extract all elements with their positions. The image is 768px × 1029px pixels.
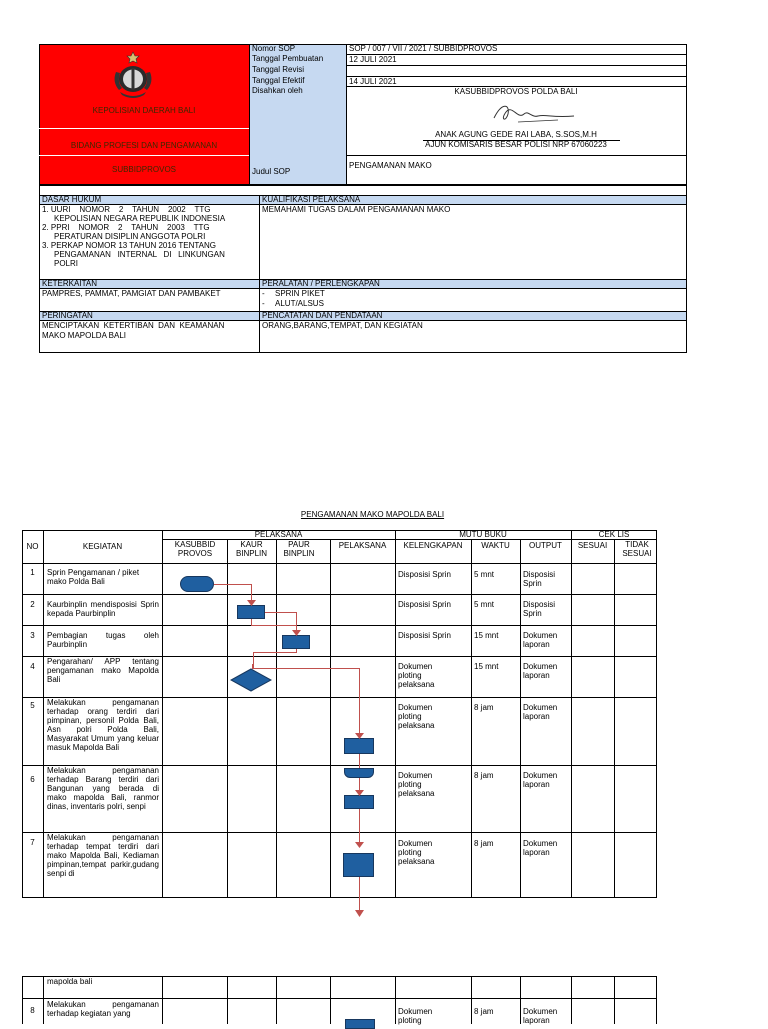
- row-4-kegiatan: Pengarahan/ APP tentang pengamanan mako Mapolda Bali: [47, 657, 159, 684]
- value-tanggal-efektif: 14 JULI 2021: [349, 77, 397, 86]
- row-8-kegiatan: Melakukan pengamanan terhadap kegiatan yang: [47, 1000, 159, 1018]
- peringatan-value-line1: MENCIPTAKAN KETERTIBAN DAN KEAMANAN: [42, 321, 225, 330]
- dasar-hukum-3-line2: PENGAMANAN INTERNAL DI LINKUNGAN: [54, 250, 225, 259]
- col-kelengkapan: KELENGKAPAN: [403, 541, 463, 550]
- pencatatan-title: PENCATATAN DAN PENDATAAN: [262, 311, 383, 320]
- peralatan-item-2: ALUT/ALSUS: [275, 299, 324, 308]
- col-kegiatan: KEGIATAN: [82, 542, 123, 551]
- row-1-output: Disposisi Sprin: [523, 570, 556, 588]
- peralatan-bullet-2: -: [262, 299, 265, 308]
- value-nomor-sop: SOP / 007 / VII / 2021 / SUBBIDPROVOS: [349, 44, 498, 53]
- label-tanggal-efektif: Tanggal Efektif: [252, 76, 305, 85]
- peralatan-title: PERALATAN / PERLENGKAPAN: [262, 279, 380, 288]
- pencatatan-value: ORANG,BARANG,TEMPAT, DAN KEGIATAN: [262, 321, 423, 330]
- keterkaitan-value: PAMPRES, PAMMAT, PAMGIAT DAN PAMBAKET: [42, 289, 221, 298]
- flow-process-paur: [282, 635, 310, 649]
- row-5-output: Dokumen laporan: [523, 703, 558, 721]
- row-4-kelengkapan: Dokumen ploting pelaksana: [398, 662, 435, 689]
- row-4-waktu: 15 mnt: [474, 662, 499, 671]
- approver-title: KASUBBIDPROVOS POLDA BALI: [454, 87, 578, 96]
- division-name: BIDANG PROFESI DAN PENGAMANAN: [70, 141, 218, 150]
- row-5-no: 5: [30, 701, 35, 710]
- col-output: OUTPUT: [529, 541, 562, 550]
- flow-process-pelaksana-5: [344, 738, 374, 754]
- kualifikasi-value: MEMAHAMI TUGAS DALAM PENGAMANAN MAKO: [262, 205, 451, 214]
- row-8-kelengkapan: Dokumen ploting: [398, 1007, 433, 1025]
- col-paur: PAUR BINPLIN: [283, 540, 315, 558]
- dasar-hukum-1-line2: KEPOLISIAN NEGARA REPUBLIK INDONESIA: [54, 214, 226, 223]
- col-pelaksana: PELAKSANA: [338, 541, 387, 550]
- approver-name: ANAK AGUNG GEDE RAI LABA, S.SOS,M.H: [435, 130, 597, 139]
- row-4-output: Dokumen laporan: [523, 662, 558, 680]
- row-5-kelengkapan: Dokumen ploting pelaksana: [398, 703, 435, 730]
- col-cek-lis: CEK LIS: [598, 530, 630, 539]
- row-2-output: Disposisi Sprin: [523, 600, 556, 618]
- dasar-hukum-2-line1: 2. PPRI NOMOR 2 TAHUN 2003 TTG: [42, 223, 210, 232]
- arrow-head-2: [292, 630, 301, 636]
- row-4-no: 4: [30, 662, 35, 671]
- row-3-kelengkapan: Disposisi Sprin: [398, 631, 451, 640]
- row-3-output: Dokumen laporan: [523, 631, 558, 649]
- col-kasubbid: KASUBBID PROVOS: [174, 540, 216, 558]
- row-5-waktu: 8 jam: [474, 703, 494, 712]
- row-6-kegiatan: Melakukan pengamanan terhadap Barang terdiri dari Bangunan yang berada di mako mapolda Bali, ranmor dinas, inventaris polri, senpi: [47, 766, 159, 811]
- dasar-hukum-2-line2: PERATURAN DISIPLIN ANGGOTA POLRI: [54, 232, 206, 241]
- keterkaitan-title: KETERKAITAN: [42, 279, 97, 288]
- label-tanggal-revisi: Tanggal Revisi: [252, 65, 305, 74]
- col-sesuai: SESUAI: [577, 541, 608, 550]
- row-3-kegiatan: Pembagian tugas oleh Paurbinplin: [47, 631, 159, 649]
- row-7-waktu: 8 jam: [474, 839, 494, 848]
- row-1-kelengkapan: Disposisi Sprin: [398, 570, 451, 579]
- arrow-head-3: [355, 733, 364, 739]
- row-6-waktu: 8 jam: [474, 771, 494, 780]
- row-7-kegiatan: Melakukan pengamanan terhadap tempat terdiri dari mako Mapolda Bali, Kediaman pimpinan,tempat parkir,gudang senpi di: [47, 833, 159, 878]
- row-3-no: 3: [30, 631, 35, 640]
- row-2-waktu: 5 mnt: [474, 600, 495, 609]
- peralatan-item-1: SPRIN PIKET: [275, 289, 325, 298]
- dasar-hukum-title: DASAR HUKUM: [42, 195, 102, 204]
- arrow-head-6: [355, 910, 364, 917]
- label-disahkan: Disahkan oleh: [252, 86, 303, 95]
- row-2-no: 2: [30, 600, 35, 609]
- row-7-no: 7: [30, 838, 35, 847]
- subdivision-name: SUBBIDPROVOS: [111, 165, 176, 174]
- dasar-hukum-3-line1: 3. PERKAP NOMOR 13 TAHUN 2016 TENTANG: [42, 241, 216, 250]
- flow-process-pelaksana-8: [345, 1019, 375, 1029]
- row-8-waktu: 8 jam: [474, 1007, 494, 1016]
- col-kaur: KAUR BINPLIN: [235, 540, 268, 558]
- row-7-continuation: mapolda bali: [47, 977, 93, 986]
- flow-process-pelaksana-6b: [344, 795, 374, 809]
- flow-process-pelaksana-6a: [344, 768, 374, 778]
- row-8-output: Dokumen laporan: [523, 1007, 558, 1025]
- peringatan-title: PERINGATAN: [42, 311, 93, 320]
- label-judul-sop: Judul SOP: [252, 167, 291, 176]
- arrow-head-5: [355, 842, 364, 848]
- peralatan-bullet-1: -: [262, 289, 265, 298]
- col-tidak-sesuai: TIDAK SESUAI: [622, 540, 652, 558]
- row-2-kegiatan: Kaurbinplin mendisposisi Sprin kepada Paurbinplin: [47, 600, 159, 618]
- row-7-output: Dokumen laporan: [523, 839, 558, 857]
- col-waktu: WAKTU: [481, 541, 510, 550]
- dasar-hukum-1-line1: 1. UURI NOMOR 2 TAHUN 2002 TTG: [42, 205, 211, 214]
- approver-rank: AJUN KOMISARIS BESAR POLISI NRP 67060223: [425, 140, 607, 149]
- kualifikasi-title: KUALIFIKASI PELAKSANA: [262, 195, 361, 204]
- col-no: NO: [26, 542, 39, 551]
- col-mutu-buku: MUTU BUKU: [459, 530, 507, 539]
- row-6-kelengkapan: Dokumen ploting pelaksana: [398, 771, 435, 798]
- row-1-waktu: 5 mnt: [474, 570, 495, 579]
- dasar-hukum-3-line3: POLRI: [54, 259, 79, 268]
- flow-decision-diamond: [230, 668, 272, 692]
- value-judul-sop: PENGAMANAN MAKO: [349, 161, 432, 170]
- label-nomor-sop: Nomor SOP: [252, 44, 296, 53]
- org-name: KEPOLISIAN DAERAH BALI: [92, 106, 196, 115]
- row-1-no: 1: [30, 568, 35, 577]
- arrow-head-4: [355, 790, 364, 796]
- row-3-waktu: 15 mnt: [474, 631, 499, 640]
- row-6-no: 6: [30, 775, 35, 784]
- row-2-kelengkapan: Disposisi Sprin: [398, 600, 451, 609]
- row-8-no: 8: [30, 1006, 35, 1015]
- row-1-kegiatan: Sprin Pengamanan / piket mako Polda Bali: [47, 568, 140, 586]
- col-pelaksana-group: PELAKSANA: [254, 530, 303, 539]
- value-tanggal-pembuatan: 12 JULI 2021: [349, 55, 397, 64]
- arrow-head-1: [247, 600, 256, 606]
- flow-process-pelaksana-7: [343, 853, 374, 877]
- peringatan-value-line2: MAKO MAPOLDA BALI: [42, 331, 127, 340]
- row-7-kelengkapan: Dokumen ploting pelaksana: [398, 839, 435, 866]
- flow-title: PENGAMANAN MAKO MAPOLDA BALI: [300, 510, 445, 519]
- flow-process-kaur: [237, 605, 265, 619]
- label-tanggal-pembuatan: Tanggal Pembuatan: [252, 54, 324, 63]
- flow-start-terminator: [180, 576, 214, 592]
- row-5-kegiatan: Melakukan pengamanan terhadap orang terdiri dari pimpinan, personil Polda Bali, Asn polri Polda Bali, Masyarakat Umum yang keluar masuk Mapolda Bali: [47, 698, 159, 752]
- row-6-output: Dokumen laporan: [523, 771, 558, 789]
